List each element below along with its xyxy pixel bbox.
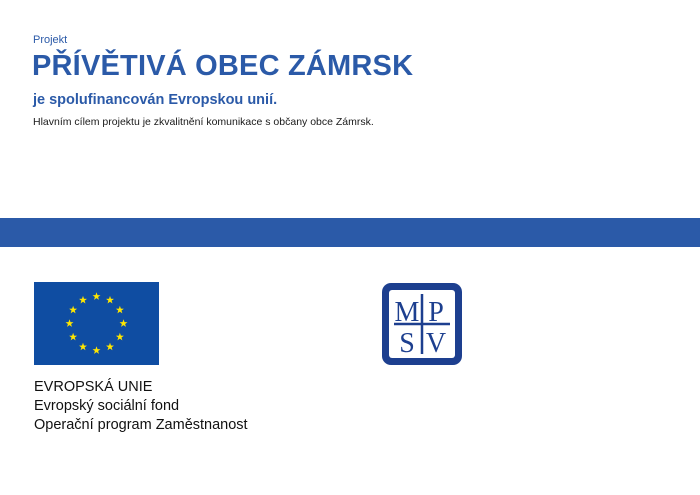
blue-band (0, 218, 700, 247)
eu-flag-icon (34, 282, 159, 365)
page-title: PŘÍVĚTIVÁ OBEC ZÁMRSK (32, 50, 414, 82)
eu-line-program: Operační program Zaměstnanost (34, 417, 248, 433)
mpsv-logo-icon (382, 283, 462, 365)
eu-caption (34, 378, 248, 435)
eu-line-fund: Evropský sociální fond (34, 398, 180, 414)
project-label: Projekt (33, 34, 68, 46)
svg-text:S: S (399, 328, 415, 359)
svg-text:M: M (394, 297, 420, 328)
subtitle: je spolufinancován Evropskou unií. (33, 92, 278, 108)
svg-text:P: P (428, 297, 444, 328)
eu-line-union: EVROPSKÁ UNIE (34, 379, 153, 395)
svg-text:V: V (425, 328, 447, 359)
description: Hlavním cílem projektu je zkvalitnění komunikace s občany obce Zámrsk. (33, 116, 374, 128)
